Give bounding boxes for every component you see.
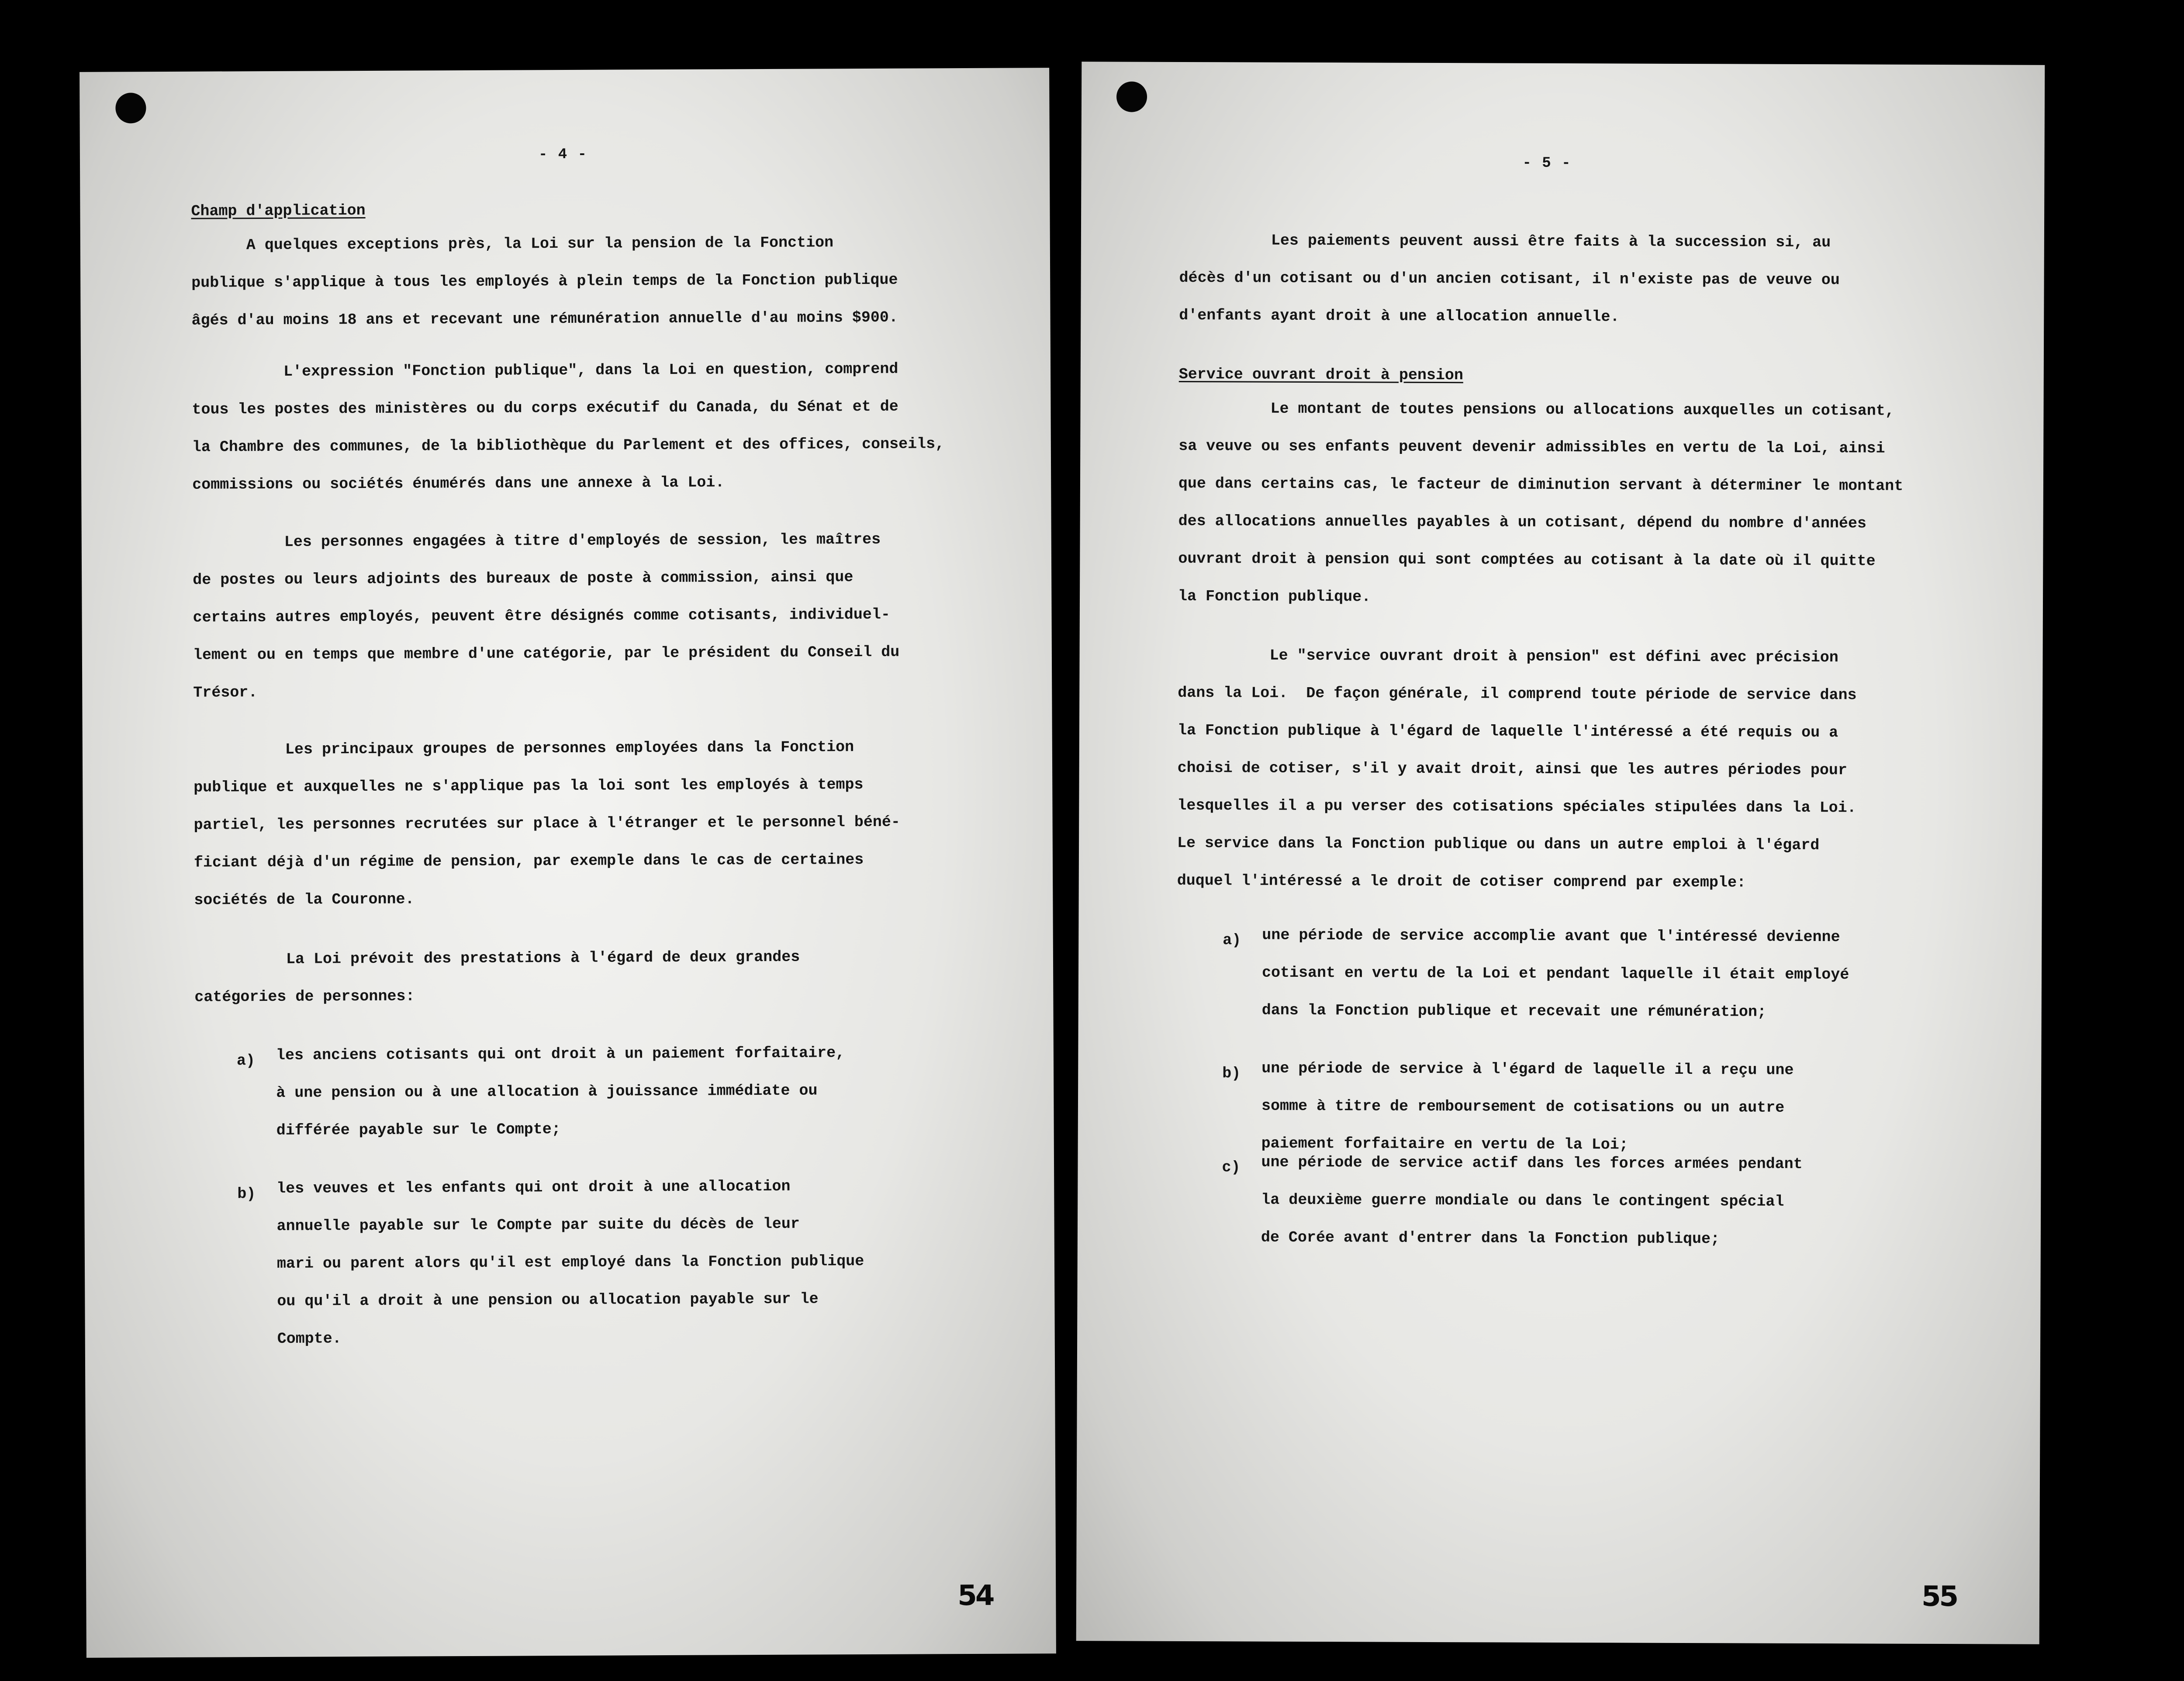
paragraph: Le "service ouvrant droit à pension" est défini avec précision dans la Loi. De façon générale, il comprend toute période de service dans la Fonction publique à l'égard de laquelle l'intéressé a été requis ou a choisi de cotiser, s'il y avait droit, ainsi que les autres périodes pour lesquelles il a pu verser des cotisations spéciales stipulées dans la Loi. Le service dans la Fonction publique ou dans un autre emploi à l'égard duquel l'intéressé a le droit de cotiser comprend par exemple: <box>1177 646 1857 892</box>
right-page <box>1076 62 2045 1644</box>
punch-hole-icon <box>1116 81 1147 112</box>
folio-number: 54 <box>957 1579 993 1612</box>
folio-number: 55 <box>1921 1580 1957 1613</box>
paragraph: L'expression "Fonction publique", dans la Loi en question, comprend tous les postes des ministères ou du corps exécutif du Canada, du Sénat et de la Chambre des communes, de la bibliothèque du Parlement et des offices, conseils, commissions ou sociétés énumérés dans une annexe à la Loi. <box>192 360 945 494</box>
section-heading: Champ d'application <box>191 202 366 220</box>
list-item-letter: c) <box>1222 1159 1241 1176</box>
list-item: une période de service actif dans les forces armées pendant la deuxième guerre mondiale ou dans le contingent spécial de Corée avant d'entrer dans la Fonction publique; <box>1261 1153 1803 1248</box>
list-item-letter: b) <box>237 1185 256 1203</box>
paragraph: Le montant de toutes pensions ou allocations auxquelles un cotisant, sa veuve ou ses enfants peuvent devenir admissibles en vertu de la Loi, ainsi que dans certains cas, le facteur de diminution servant à déterminer le montant des allocations annuelles payables à un cotisant, dépend du nombre d'années ouvrant droit à pension qui sont comptées au cotisant à la date où il quitte la Fonction publique. <box>1178 399 1904 606</box>
list-item: les anciens cotisants qui ont droit à un paiement forfaitaire, à une pension ou à une allocation à jouissance immédiate ou différée payable sur le Compte; <box>276 1044 845 1139</box>
paragraph: Les principaux groupes de personnes employées dans la Fonction publique et auxquelles ne s'applique pas la loi sont les employés à temps partiel, les personnes recrutées sur place à l'étranger et le personnel béné- ficiant déjà d'un régime de pension, par exemple dans le cas de certaines sociétés de la Couronne. <box>193 738 900 909</box>
list-item: les veuves et les enfants qui ont droit à une allocation annuelle payable sur le Compte par suite du décès de leur mari ou parent alors qu'il est employé dans la Fonction publique ou qu'il a droit à une pension ou allocation payable sur le Compte. <box>276 1177 864 1348</box>
list-item: une période de service à l'égard de laquelle il a reçu une somme à titre de remboursement de cotisations ou un autre paiement forfaitaire en vertu de la Loi; <box>1261 1059 1794 1154</box>
list-item-letter: b) <box>1222 1065 1241 1083</box>
page-number: - 5 - <box>1522 155 1572 172</box>
list-item-letter: a) <box>1223 931 1241 949</box>
page-number: - 4 - <box>538 146 588 163</box>
left-page <box>79 68 1056 1658</box>
paragraph: A quelques exceptions près, la Loi sur la pension de la Fonction publique s'applique à tous les employés à plein temps de la Fonction publique âgés d'au moins 18 ans et recevant une rémunération annuelle d'au moins $900. <box>191 234 898 329</box>
paragraph: La Loi prévoit des prestations à l'égard de deux grandes catégories de personnes: <box>194 948 800 1006</box>
section-heading: Service ouvrant droit à pension <box>1178 365 1463 384</box>
paragraph: Les paiements peuvent aussi être faits à la succession si, au décès d'un cotisant ou d'un ancien cotisant, il n'existe pas de veuve ou d'enfants ayant droit à une allocation annuelle. <box>1179 231 1840 326</box>
punch-hole-icon <box>115 93 146 123</box>
paragraph: Les personnes engagées à titre d'employés de session, les maîtres de postes ou leurs adjoints des bureaux de poste à commission, ainsi que certains autres employés, peuvent être désignés comme cotisants, individuel- lement ou en temps que membre d'une catégorie, par le président du Conseil du Trésor. <box>192 530 900 702</box>
list-item-letter: a) <box>236 1052 256 1070</box>
list-item: une période de service accomplie avant que l'intéressé devienne cotisant en vertu de la Loi et pendant laquelle il était employé dans la Fonction publique et recevait une rémunération; <box>1261 926 1849 1021</box>
